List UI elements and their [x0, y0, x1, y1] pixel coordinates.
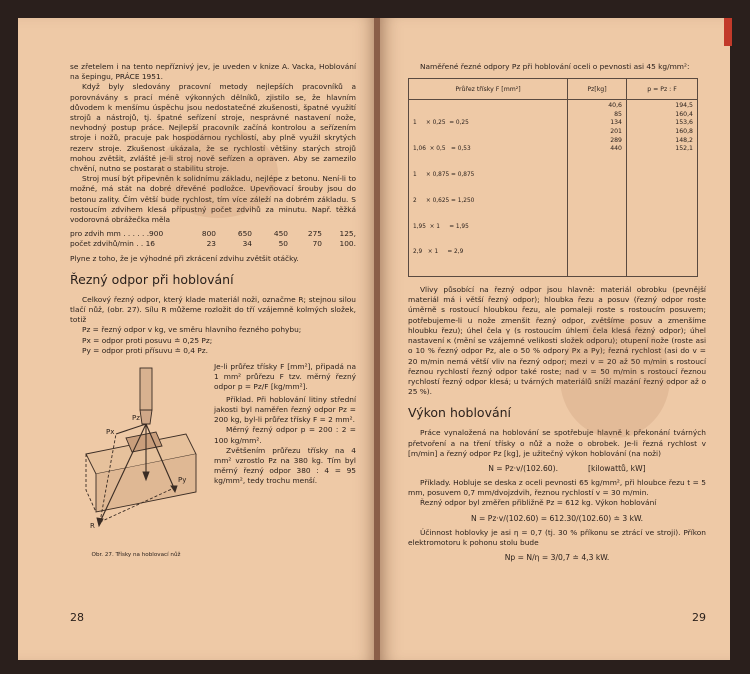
table-cell-value: 134 — [610, 119, 622, 127]
right-para-1: Naměřené řezné odpory Pz při hoblování oceli o pevnosti asi 45 kg/mm²: — [420, 62, 690, 71]
table-cell-value: 2 × 0,625 = 1,250 — [413, 197, 475, 204]
right-para-5: Řezný odpor byl změřen přibližně Pz = 612 kg. Výkon hoblování — [420, 498, 657, 508]
table-header: Průřez třísky F [mm²] — [409, 79, 568, 100]
strokes-cell: 23 — [206, 239, 216, 249]
table-cell-value: 85 — [614, 110, 622, 118]
left-para-8: Měrný řezný odpor p = 200 : 2 = 100 kg/mm². — [214, 425, 356, 445]
table-header: Pz[kg] — [568, 79, 627, 100]
stroke-cell: 275 — [307, 229, 322, 239]
stroke-cell: 800 — [201, 229, 216, 239]
table-cell-value: 1,06 × 0,5 = 0,53 — [413, 146, 471, 153]
section-heading-planing-power: Výkon hoblování — [408, 405, 512, 421]
table-cell-value: 1,95 × 1 = 1,95 — [413, 223, 469, 230]
table-cell-value: 1 × 0,25 = 0,25 — [413, 120, 469, 127]
table-cell-value: 152,1 — [675, 145, 693, 153]
stroke-cell: 450 — [273, 229, 288, 239]
table-cell-value: 153,6 — [675, 119, 693, 127]
strokes-cell: 70 — [312, 239, 322, 249]
table-cell-value: 289 — [610, 136, 622, 144]
book-spread — [18, 18, 728, 660]
bookmark-tab — [724, 18, 732, 46]
table-cell-value: 40,6 — [608, 102, 622, 110]
table-header: p = Pz : F — [627, 79, 698, 100]
formula-example: N = Pz·v/(102.60) = 612.30/(102.60) ≐ 3 kW. — [470, 513, 644, 523]
strokes-cell: 100. — [339, 239, 356, 249]
strokes-per-min-row — [70, 239, 356, 249]
cutting-resistance-table — [408, 78, 698, 277]
figure-27 — [66, 362, 206, 558]
left-para-5: Celkový řezný odpor, který klade materiál noži, označme R; stejnou silou tlačí nůž, (obr. 27). Sílu R můžeme rozložit do tří vzájemně kolmých složek, totiž — [70, 294, 356, 325]
left-para-2: Když byly sledovány pracovní metody nejlepších pracovníků a porovnávány s prací méně výkonných dělníků, zjistilo se, že hlavním důvodem k menšímu úspěchu jsou nedostatečné zkušenosti, špatné využití strojů a nástrojů, tj. špatné seřízení stroje, nesprávné nastavení nože, nevhodný postup práce. Nejlepší pracovník začíná kontrolou a seřízením stroje i nožů, pracuje pak hospodárnou rychlostí, aby plně využil skrytých rezerv stroje. Zkušenost ukázala, že se rychlostí většiny starých strojů mohou zvětšit, zvláště je-li stroj nově seřízen a opraven. Aby se zamezilo chvění, nutno se postarat o stabilitu stroje. — [70, 82, 356, 174]
left-para-9: Zvětšením průřezu třísky na 4 mm² vzrostlo Pz na 380 kg. Tím byl měrný řezný odpor 380 : 4 = 95 kg/mm², tedy trochu menší. — [214, 445, 356, 486]
right-para-3: Práce vynaložená na hoblování se spotřebuje hlavně k překonání tvárných přetvoření a na tření třísky o nůž a nože o obrobek. Je-li řezná rychlost v [m/min] a řezný odpor Pz [kg], je užitečný výkon hoblování (na noži) — [408, 428, 706, 458]
table-cell-value: 194,5 — [675, 102, 693, 110]
section-heading-cutting-resistance: Řezný odpor při hoblování — [70, 271, 234, 287]
left-para-1: se zřetelem i na tento nepříznivý jev, je uveden v knize A. Vacka, Hoblování na šepingu, PRÁCE 1951. — [70, 62, 356, 82]
stroke-cell: pro zdvih mm . . . . . .900 — [70, 229, 164, 239]
right-para-4: Příklady. Hobluje se deska z oceli pevnosti 65 kg/mm², při hloubce řezu t = 5 mm, posuvem 0,7 mm/dvojzdvih, řeznou rychlostí v = 30 m/min. — [408, 477, 706, 498]
formula-motor-input: Np = N/η = 3/0,7 ≐ 4,3 kW. — [504, 552, 610, 562]
stroke-cell: 650 — [237, 229, 252, 239]
strokes-cell: 34 — [242, 239, 252, 249]
left-para-6: Je-li průřez třísky F [mm²], připadá na 1 mm² průřezu F tzv. měrný řezný odpor p = Pz/F [kg/mm²]. — [214, 362, 356, 392]
cutting-tool-diagram — [66, 362, 206, 546]
label-py: Py — [178, 476, 187, 485]
table-cell-value: 160,8 — [675, 127, 693, 135]
definition-py: Py = odpor proti přísuvu ≐ 0,4 Pz. — [82, 345, 208, 355]
page-number-right: 29 — [692, 611, 706, 624]
right-page — [380, 18, 730, 660]
table-cell — [627, 100, 698, 277]
table-cell-value: 201 — [610, 127, 622, 135]
right-para-2: Vlivy působící na řezný odpor jsou hlavně: materiál obrobku (pevnější materiál má i větší řezný odpor); hloubka řezu a posuv (řezný odpor roste úměrně s rostoucí hloubkou řezu, ale pomaleji roste s rostoucím posuvem; potřebujeme-li u nože zmenšit řezný odpor, zvětšíme posuv a zmenšíme hloubku řezu); úhel čela γ (s rostoucím úhlem čela klesá řezný odpor); úhel nastavení κ (mění se vzájemné velikosti složek odporu); otupení nože (roste asi o 10 % řezný odpor Pz, ale o 50 % odpory Px a Py); řezná rychlost (asi do v = 20 m/min nemá větší vliv na řezný odpor; mezi v = 20 až 50 m/min s rostoucí řeznou rychlostí řezný odpor také roste; nad v = 50 m/min s rostoucí řeznou rychlostí řezný odpor klesá; u tvárných materiálů sníží mazání řezný odpor až o 25 %). — [408, 285, 706, 397]
formula-unit: [kilowattů, kW] — [588, 463, 646, 473]
label-px: Px — [106, 428, 115, 437]
stroke-cell: 125, — [339, 229, 356, 239]
left-para-4: Plyne z toho, že je výhodné při zkrácení zdvihu zvětšit otáčky. — [70, 253, 299, 263]
table-cell-value: 1 × 0,875 = 0,875 — [413, 171, 475, 178]
label-r: R — [90, 522, 95, 531]
stroke-row — [70, 229, 356, 239]
left-para-3: Stroj musí být připevněn k solidnímu základu, nejlépe z betonu. Není-li to možné, má stát na dobré dřevěné podložce. Upevňovací šrouby jsou do betonu zality. Čím větší bude rychlost, tím více záleží na dobrém základu. S rostoucím zdvihem klesá přípustný počet zdvihů za minutu. Např. těžká vodorovná obrážečka měla — [70, 174, 356, 225]
figure-caption: Obr. 27. Třísky na hoblovací nůž — [91, 552, 181, 559]
page-number-left: 28 — [70, 611, 84, 624]
left-page — [18, 18, 376, 660]
table-cell — [568, 100, 627, 277]
table-cell — [409, 100, 568, 277]
strokes-cell: počet zdvihů/min . . 16 — [70, 239, 156, 249]
table-cell-value: 440 — [610, 145, 622, 153]
table-row — [409, 100, 698, 277]
formula-text: N = Pz·v/(102.60). — [488, 463, 558, 473]
strokes-cell: 50 — [278, 239, 288, 249]
example-paragraph: Příklad. Při hoblování litiny střední jakosti byl naměřen řezný odpor Pz = 200 kg, byl-li průřez třísky F = 2 mm². — [214, 394, 356, 425]
table-cell-value: 160,4 — [675, 110, 693, 118]
table-header-row — [409, 79, 698, 100]
definition-px: Px = odpor proti posuvu ≐ 0,25 Pz; — [82, 335, 213, 345]
label-pz: Pz — [132, 414, 140, 423]
formula-power — [408, 463, 706, 474]
right-para-6: Účinnost hoblovky je asi η = 0,7 (tj. 30 % příkonu se ztrácí ve stroji). Příkon elektromotoru k pohonu stolu bude — [408, 527, 706, 547]
table-cell-value: 148,2 — [675, 136, 693, 144]
table-cell-value: 2,9 × 1 = 2,9 — [413, 249, 464, 256]
definition-pz: Pz = řezný odpor v kg, ve směru hlavního řezného pohybu; — [82, 325, 302, 335]
